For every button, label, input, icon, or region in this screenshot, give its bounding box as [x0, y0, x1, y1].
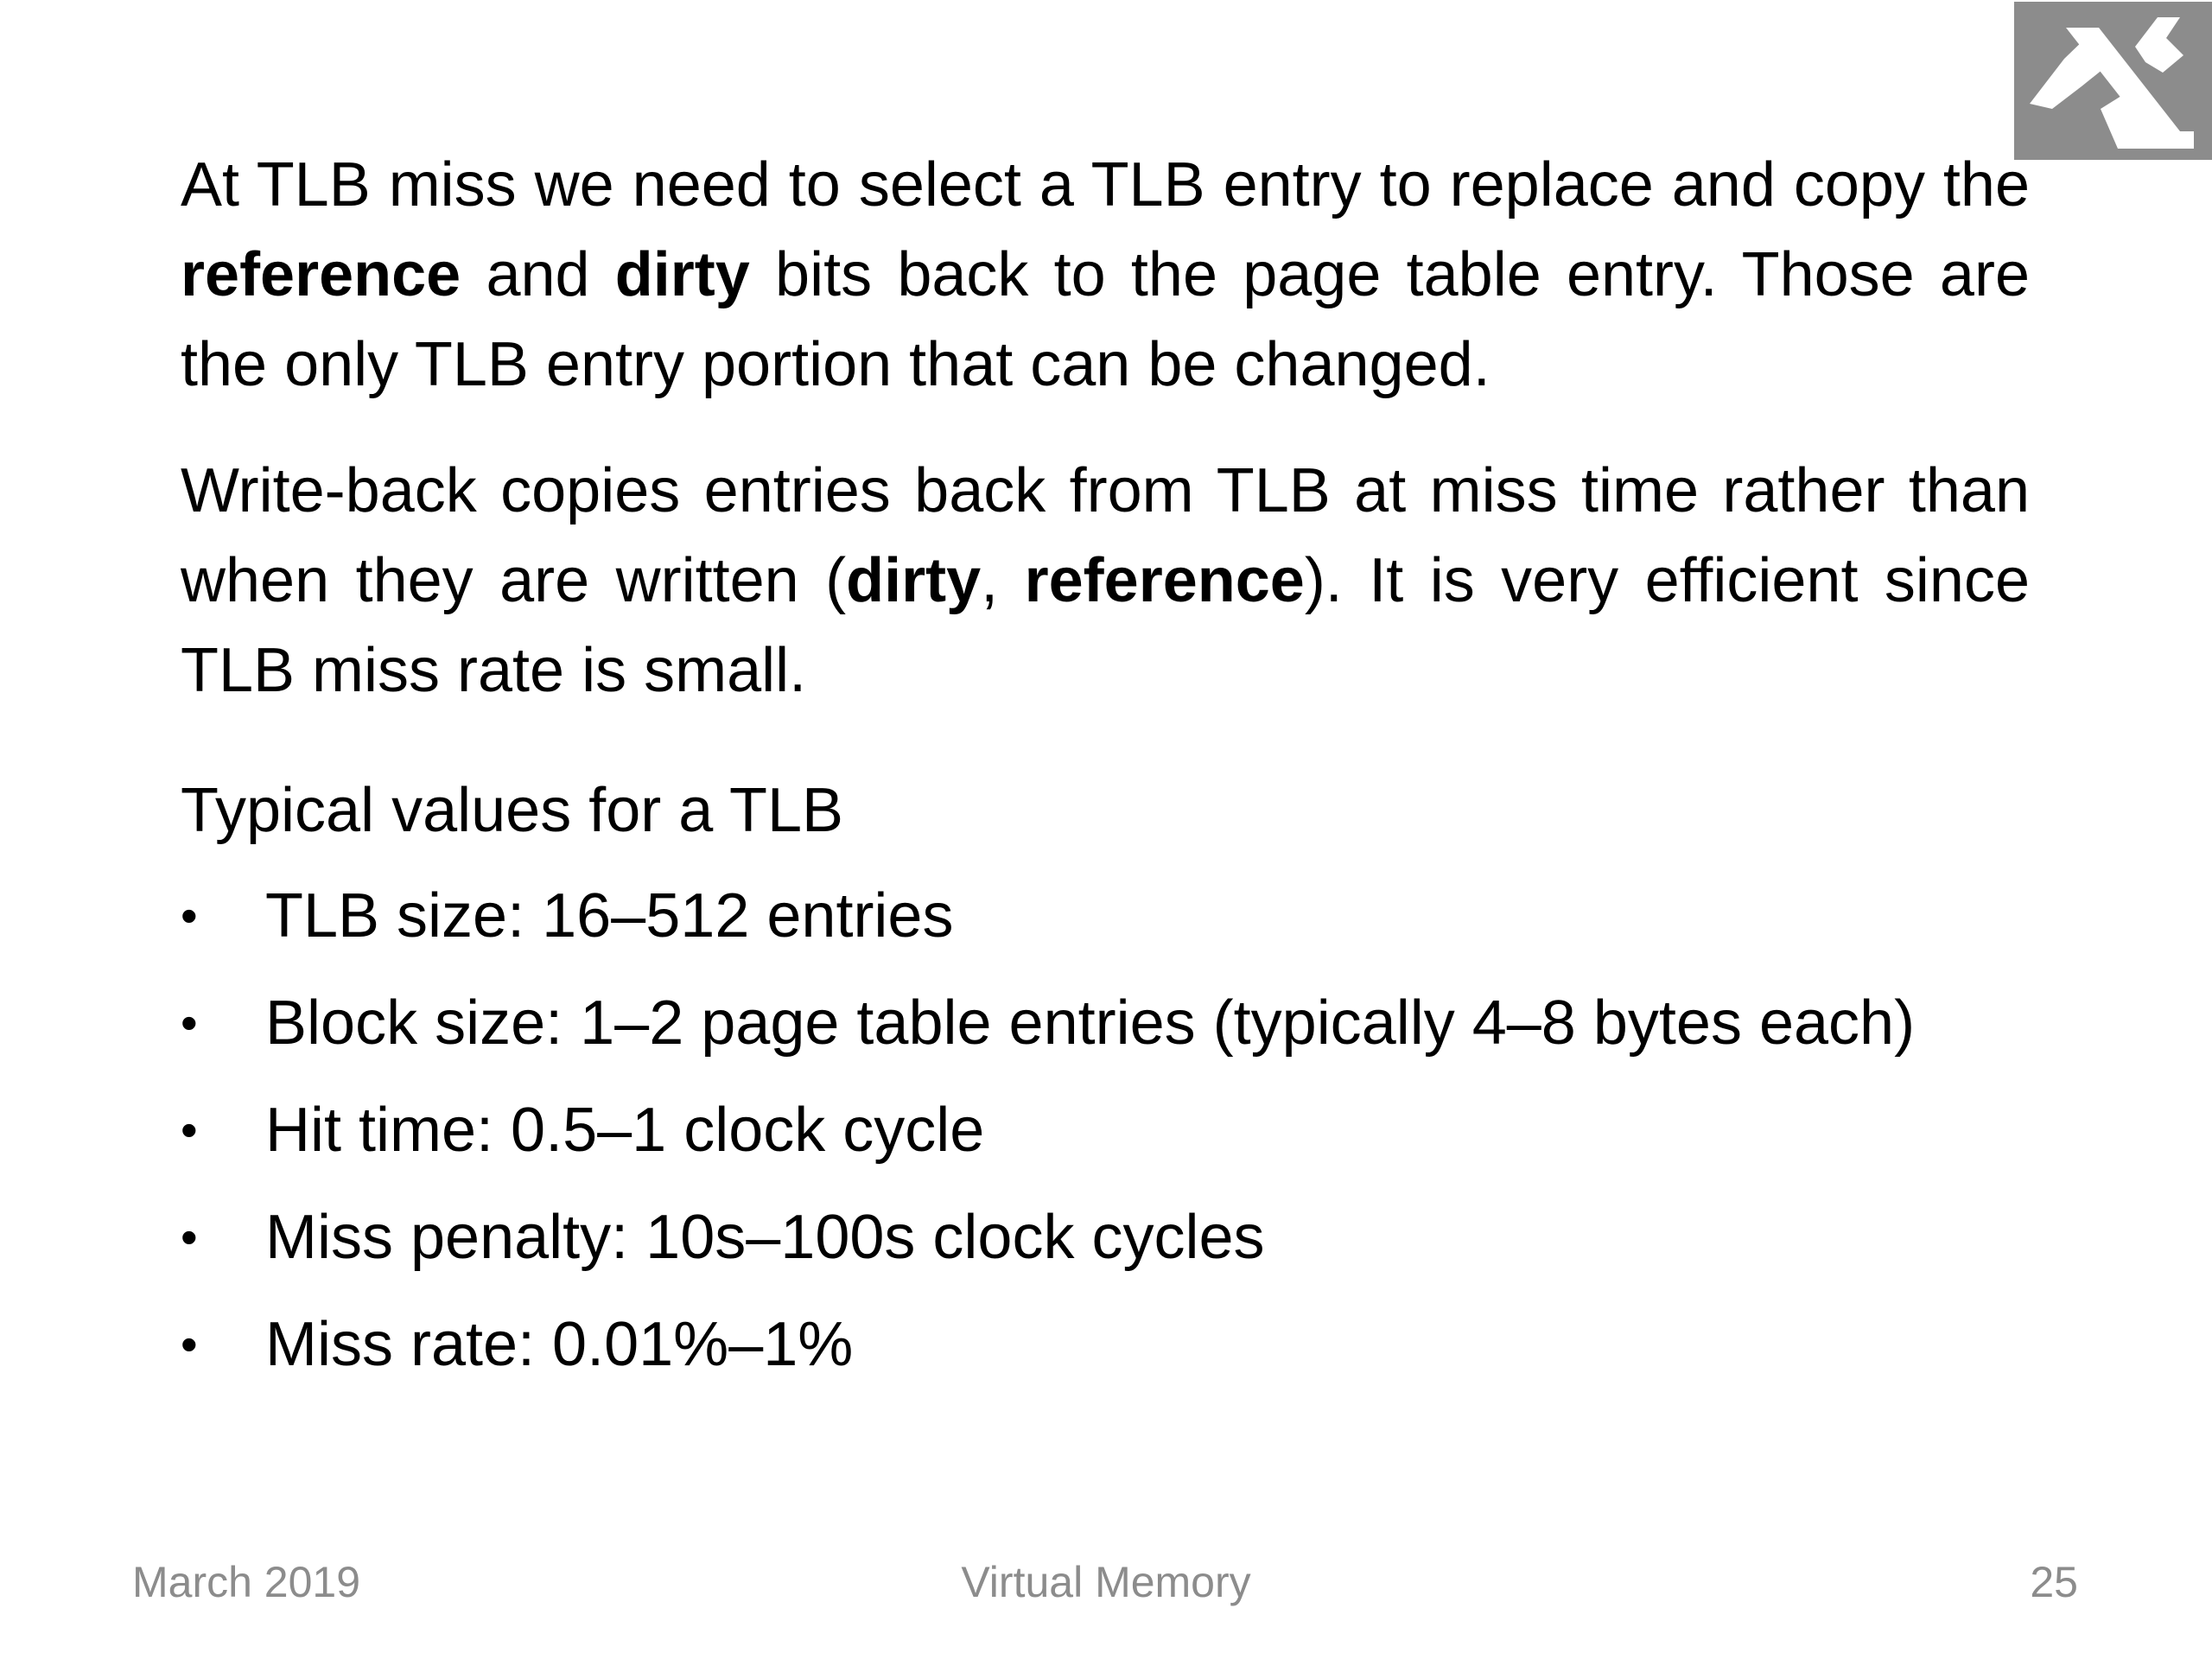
bullet-icon: • — [181, 1103, 198, 1157]
bullet-icon: • — [181, 1317, 198, 1371]
typical-values-heading: Typical values for a TLB — [181, 776, 844, 845]
bullet-icon: • — [181, 1210, 198, 1264]
list-item — [181, 1085, 2030, 1175]
list-item — [181, 871, 2030, 961]
text-segment: , — [981, 546, 1025, 615]
list-item — [181, 1300, 2030, 1389]
paragraph-tlb-miss — [181, 140, 2030, 410]
list-item-text: Miss rate: 0.01%–1% — [265, 1310, 854, 1379]
emphasis-reference: reference — [181, 240, 461, 309]
text-segment: ). It is very efficient since TLB miss rate is small. — [181, 546, 2030, 705]
text-segment: Write-back copies entries back from TLB at miss time rather than when they are written ( — [181, 456, 2030, 615]
list-item-text: Miss penalty: 10s–100s clock cycles — [265, 1203, 1265, 1272]
footer-title: Virtual Memory — [961, 1558, 1251, 1606]
typical-values-list — [181, 871, 2030, 1389]
emphasis-dirty: dirty — [614, 240, 750, 309]
emphasis-reference: reference — [1024, 546, 1305, 615]
bullet-icon: • — [181, 888, 198, 943]
bullet-icon: • — [181, 995, 198, 1050]
footer-page-number: 25 — [2030, 1558, 2078, 1606]
text-segment: bits back to the page table entry. Those are the only TLB entry portion that can be changed. — [181, 240, 2030, 399]
list-item — [181, 1192, 2030, 1282]
list-item-text: TLB size: 16–512 entries — [265, 881, 954, 950]
list-item — [181, 978, 2030, 1068]
paragraph-write-back — [181, 446, 2030, 715]
emphasis-dirty: dirty — [846, 546, 982, 615]
footer-date: March 2019 — [132, 1558, 361, 1606]
text-segment: and — [461, 240, 615, 309]
text-segment: At TLB miss we need to select a TLB entry to replace and copy the — [181, 150, 2030, 219]
aleph-logo-icon — [2014, 2, 2212, 160]
list-item-text: Block size: 1–2 page table entries (typically 4–8 bytes each) — [265, 988, 1916, 1058]
slide-body — [181, 140, 2030, 1407]
list-item-text: Hit time: 0.5–1 clock cycle — [265, 1096, 985, 1165]
